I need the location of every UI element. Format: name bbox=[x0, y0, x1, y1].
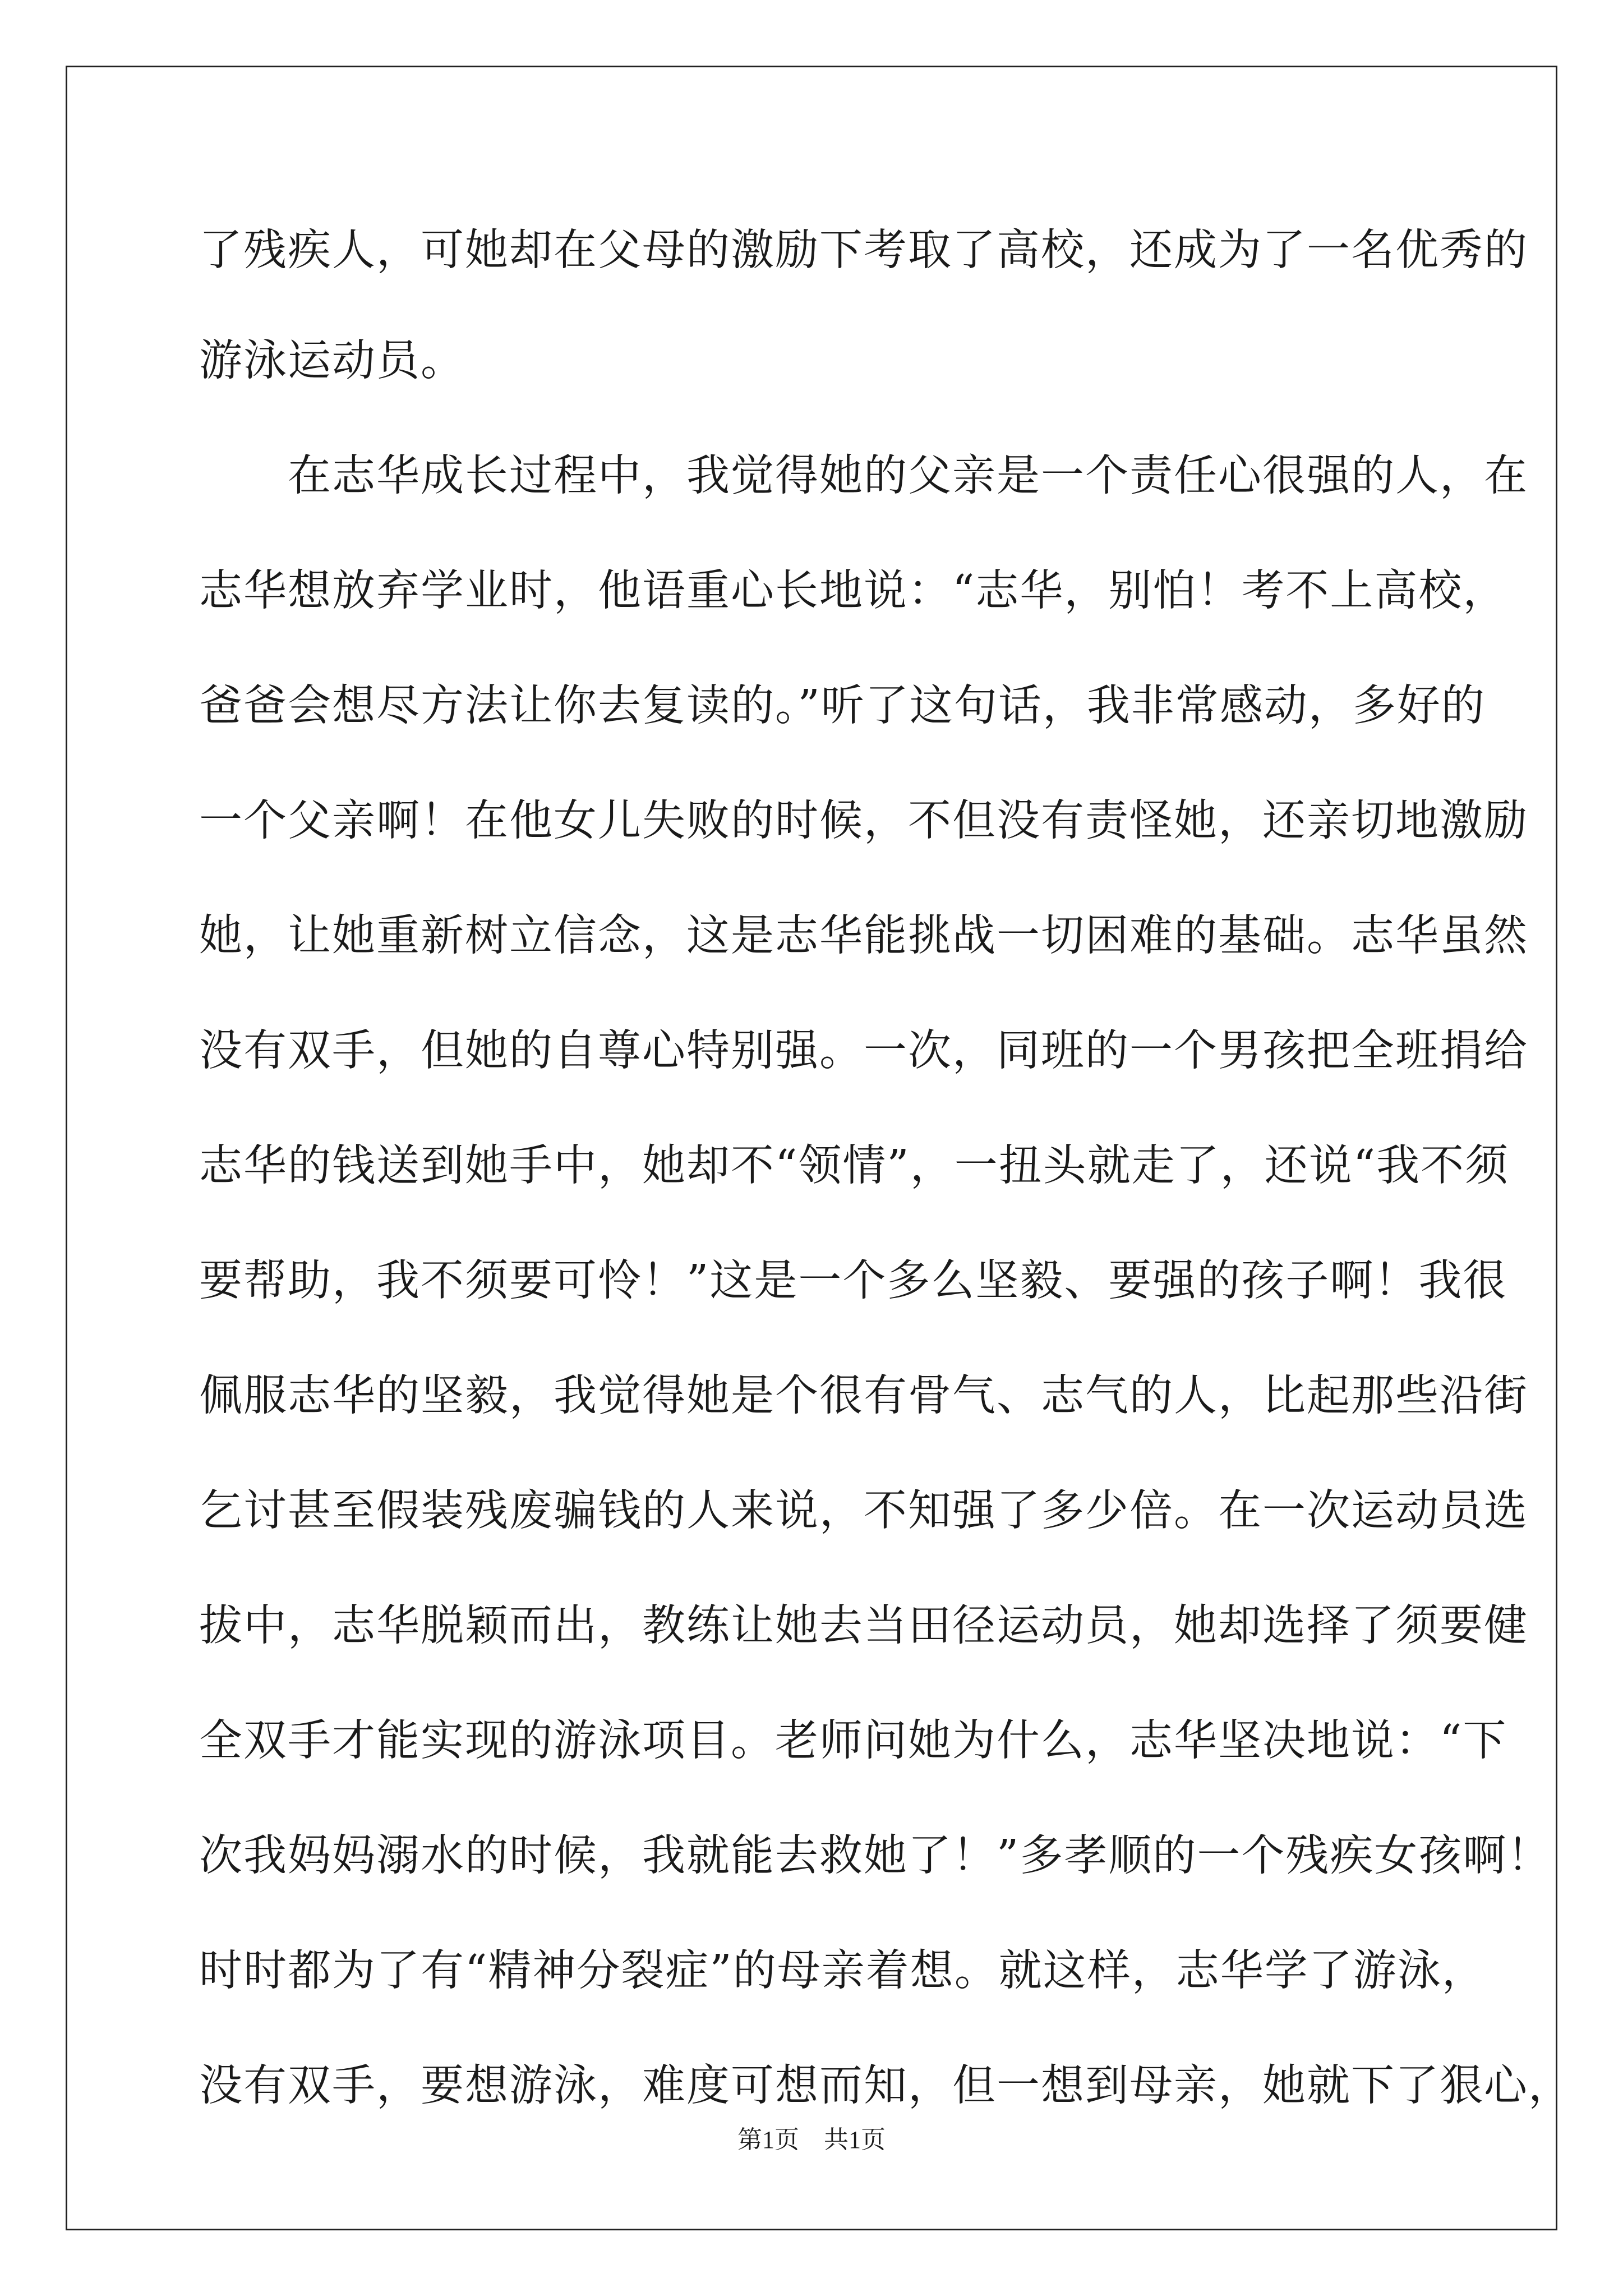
text-line: 志华想放弃学业时，他语重心长地说：“志华，别怕！考不上高校， bbox=[199, 566, 1507, 616]
text-line: 全双手才能实现的游泳项目。老师问她为什么，志华坚决地说：“下 bbox=[199, 1716, 1507, 1766]
text-line: 没有双手，但她的自尊心特别强。一次，同班的一个男孩把全班捐给 bbox=[199, 1026, 1528, 1076]
text-line: 乞讨甚至假装残废骗钱的人来说，不知强了多少倍。在一次运动员选 bbox=[199, 1486, 1528, 1536]
text-line: 时时都为了有“精神分裂症”的母亲着想。就这样，志华学了游泳， bbox=[199, 1946, 1486, 1996]
text-line: 拔中，志华脱颖而出，教练让她去当田径运动员，她却选择了须要健 bbox=[199, 1601, 1528, 1651]
text-line: 一个父亲啊！在他女儿失败的时候，不但没有责怪她，还亲切地激励 bbox=[199, 796, 1528, 846]
text-line: 她，让她重新树立信念，这是志华能挑战一切困难的基础。志华虽然 bbox=[199, 911, 1528, 961]
text-line-indented: 在志华成长过程中，我觉得她的父亲是一个责任心很强的人，在 bbox=[288, 451, 1528, 501]
text-line: 爸爸会想尽方法让你去复读的。”听了这句话，我非常感动，多好的 bbox=[199, 681, 1486, 731]
page-number-footer: 第1页 共1页 bbox=[737, 2126, 886, 2154]
text-line: 次我妈妈溺水的时候，我就能去救她了！”多孝顺的一个残疾女孩啊！ bbox=[199, 1831, 1552, 1881]
text-line: 志华的钱送到她手中，她却不“领情”，一扭头就走了，还说“我不须 bbox=[199, 1141, 1510, 1191]
text-line: 游泳运动员。 bbox=[199, 336, 465, 386]
text-line: 要帮助，我不须要可怜！”这是一个多么坚毅、要强的孩子啊！我很 bbox=[199, 1256, 1507, 1306]
text-line: 佩服志华的坚毅，我觉得她是个很有骨气、志气的人，比起那些沿街 bbox=[199, 1371, 1528, 1421]
text-line: 没有双手，要想游泳，难度可想而知，但一想到母亲，她就下了狠心， bbox=[199, 2061, 1573, 2111]
text-line: 了残疾人，可她却在父母的激励下考取了高校，还成为了一名优秀的 bbox=[199, 226, 1528, 275]
